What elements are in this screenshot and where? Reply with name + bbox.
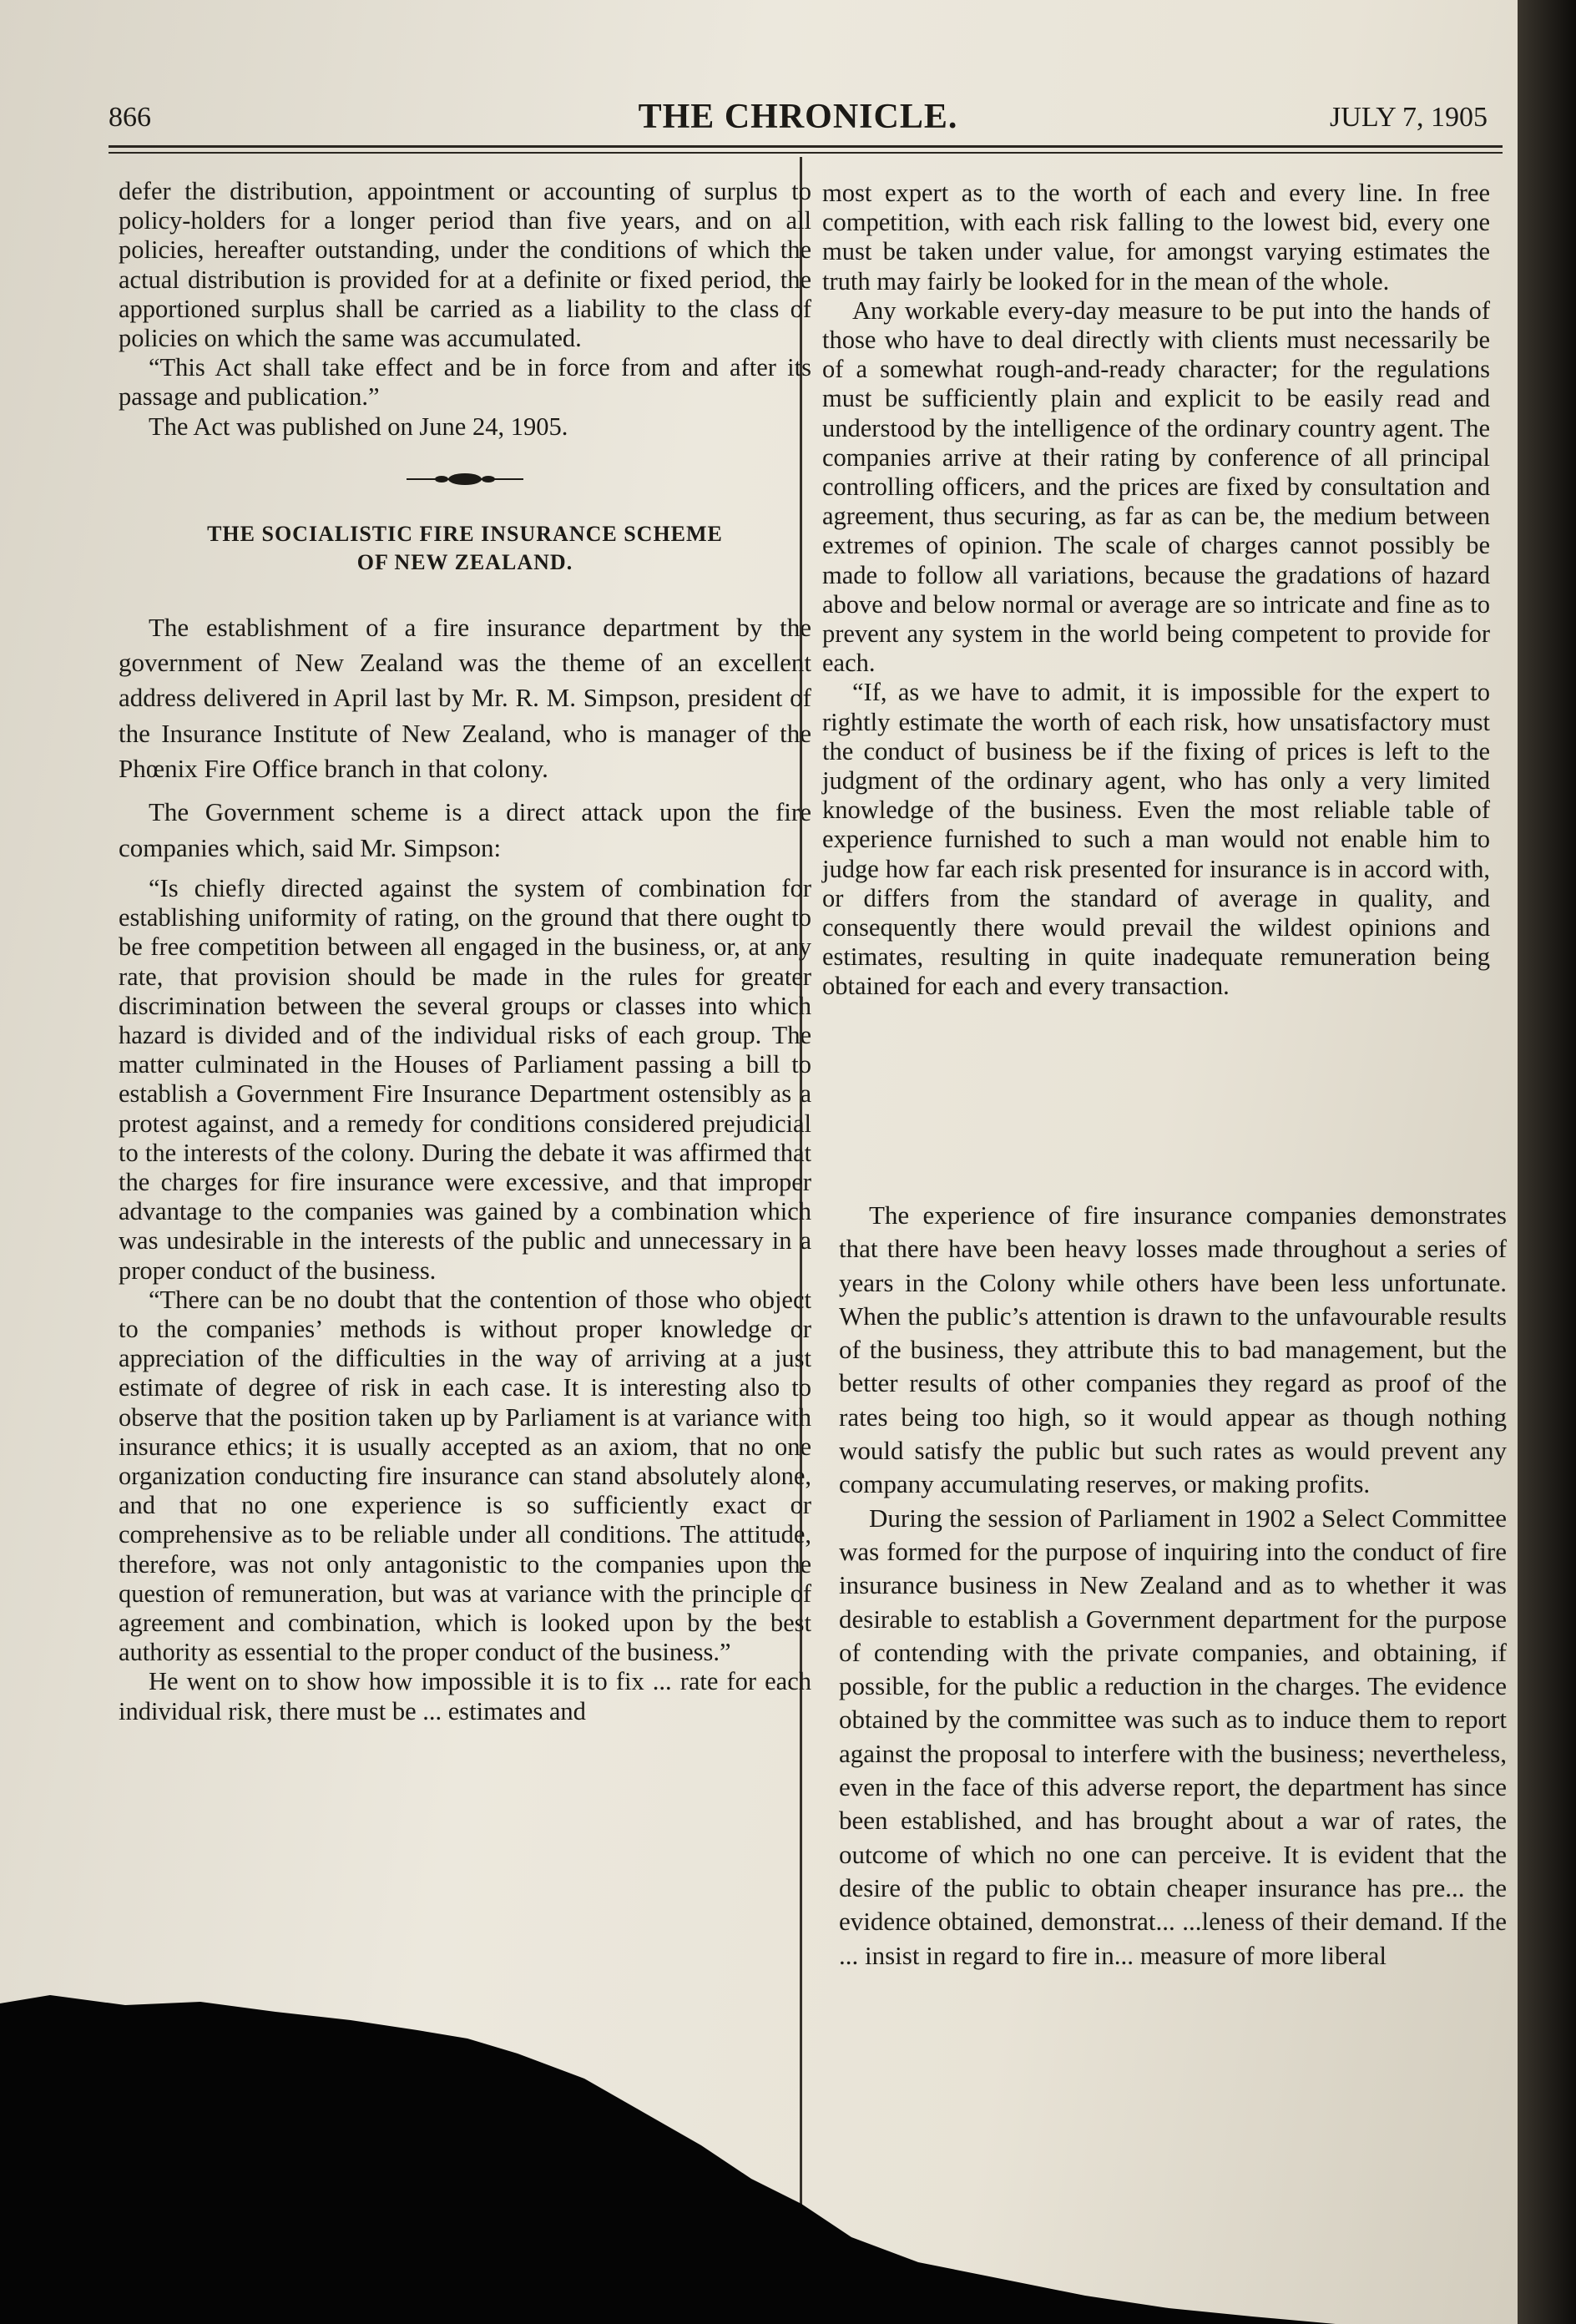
left-column [119, 177, 811, 1726]
header-rule-top [109, 145, 1503, 148]
headline-line-1: THE SOCIALISTIC FIRE INSURANCE SCHEME [207, 521, 723, 546]
masthead-title: THE CHRONICLE. [638, 98, 958, 136]
header-rule-bottom [109, 152, 1503, 154]
paragraph: “This Act shall take effect and be in force from and after its passage and publication.” [119, 353, 811, 412]
paragraph: The Government scheme is a direct attack upon the fire companies which, said Mr. Simpson: [119, 797, 811, 862]
paragraph: “If, as we have to admit, it is impossible for the expert to rightly estimate the worth of each risk, how unsatisfactory must the conduct of business be if the fixing of prices is left to the judgment of the ordinary agent, who has only a very limited knowledge of the business. Even the most reliable table of experience furnished to such a man would not enable him to judge how far each risk presented for insurance is in accord with, or differs from the standard of average in quality, and consequently there would prevail the wildest opinions and estimates, resulting in quite inadequate remuneration being obtained for each and every transaction. [822, 678, 1490, 1001]
right-column-top [822, 179, 1490, 1002]
paragraph: most expert as to the worth of each and every line. In free competition, with each risk falling to the lowest bid, every one must be taken under value, for amongst varying estimates the truth may fairly be looked for in the mean of the whole. [822, 179, 1490, 296]
page-number: 866 [109, 102, 151, 133]
paragraph: The establishment of a fire insurance department by the government of New Zealand was the theme of an excellent address delivered in April last by Mr. R. M. Simpson, president of the Insurance Institute of New Zealand, who is manager of the Phœnix Fire Office branch in that colony. [119, 612, 811, 784]
page-edge-shadow [1518, 0, 1576, 2324]
page-header [109, 93, 1488, 144]
paragraph: “There can be no doubt that the contention of those who object to the companies’ methods is without proper knowledge or appreciation of the difficulties in the way of arriving at a just estimate of degree of risk in each case. It is interesting also to observe that the position taken up by Parliament is at variance with insurance ethics; it is usually accepted as an axiom, that no one organization conducting fire insurance can stand absolutely alone, and that no one experience is so sufficiently exact or comprehensive as to be reliable under all conditions. The attitude, therefore, was not only antagonistic to the companies upon the question of remuneration, but was at variance with the principle of agreement and combination, which is looked upon by the best authority as essential to the proper conduct of the business.” [119, 1285, 811, 1667]
paragraph: “Is chiefly directed against the system of combination for establishing uniformity of rating, on the ground that there ought to be free competition between all engaged in the business, or, at any rate, that provision should be made in the rules for greater discrimination between the several groups or classes into which hazard is divided and of the individual risks of each group. The matter culminated in the Houses of Parliament passing a bill to establish a Government Fire Insurance Department ostensibly as a protest against, and a remedy for conditions considered prejudicial to the interests of the colony. During the debate it was affirmed that the charges for fire insurance were excessive, and that improper advantage to the companies was gained by a combination which was undesirable in the interests of the public and unnecessary in a proper conduct of the business. [119, 873, 811, 1285]
headline-line-2: OF NEW ZEALAND. [356, 549, 573, 574]
paragraph: defer the distribution, appointment or accounting of surplus to policy-holders for a longer period than five years, and on all policies, hereafter outstanding, under the conditions of which the actual distribution is provided for at a definite or fixed period, the apportioned surplus shall be carried as a liability to the class of policies on which the same was accumulated. [119, 177, 811, 353]
paragraph: During the session of Parliament in 1902 a Select Committee was formed for the purpose of inquiring into the conduct of fire insurance business in New Zealand and as to whether it was desirable to establish a Government department for the purpose of contending with the private companies, and obtaining, if possible, for the public a reduction in the charges. The evidence obtained by the committee was such as to induce them to report against the proposal to interfere with the business; nevertheless, even in the face of this adverse report, the department has since been established, and has brought about a war of rates, the outcome of which no one can perceive. It is evident that the desire of the public to obtain cheaper insurance has pre... the evidence obtained, demonstrat... ...leness of their demand. If the ... insist in regard to fire in... measure of more liberal [839, 1503, 1507, 1970]
paragraph: The experience of fire insurance companies demonstrates that there have been heavy losses made throughout a series of years in the Colony while others have been less unfortunate. When the public’s attention is drawn to the unfavourable results of the business, they attribute this to bad management, but the better results of other companies they regard as proof of the rates being too high, so it would appear as though nothing would satisfy the public but such rates as would prevent any company accumulating reserves, or making profits. [839, 1200, 1507, 1499]
right-column-bottom [839, 1199, 1507, 1973]
paragraph: He went on to show how impossible it is to fix ... rate for each individual risk, there must be ... estimates and [119, 1667, 811, 1725]
paragraph: The Act was published on June 24, 1905. [149, 412, 568, 441]
article-headline [119, 520, 811, 577]
ornament-divider-icon [407, 467, 523, 492]
torn-page-damage [0, 1987, 1336, 2324]
issue-date: JULY 7, 1905 [1330, 102, 1488, 133]
paragraph: Any workable every-day measure to be put into the hands of those who have to deal directly with clients must necessarily be of a somewhat rough-and-ready character; for the regulations must be sufficiently plain and explicit to be easily read and understood by the intelligence of the ordinary country agent. The companies arrive at their rating by conference of all principal controlling officers, and the prices are fixed by consultation and agreement, thus securing, as far as can be, the medium between extremes of opinion. The scale of charges cannot possibly be made to follow all variations, because the gradations of hazard above and below normal or average are so intricate and fine as to prevent any system in the world being competent to provide for each. [822, 296, 1490, 678]
